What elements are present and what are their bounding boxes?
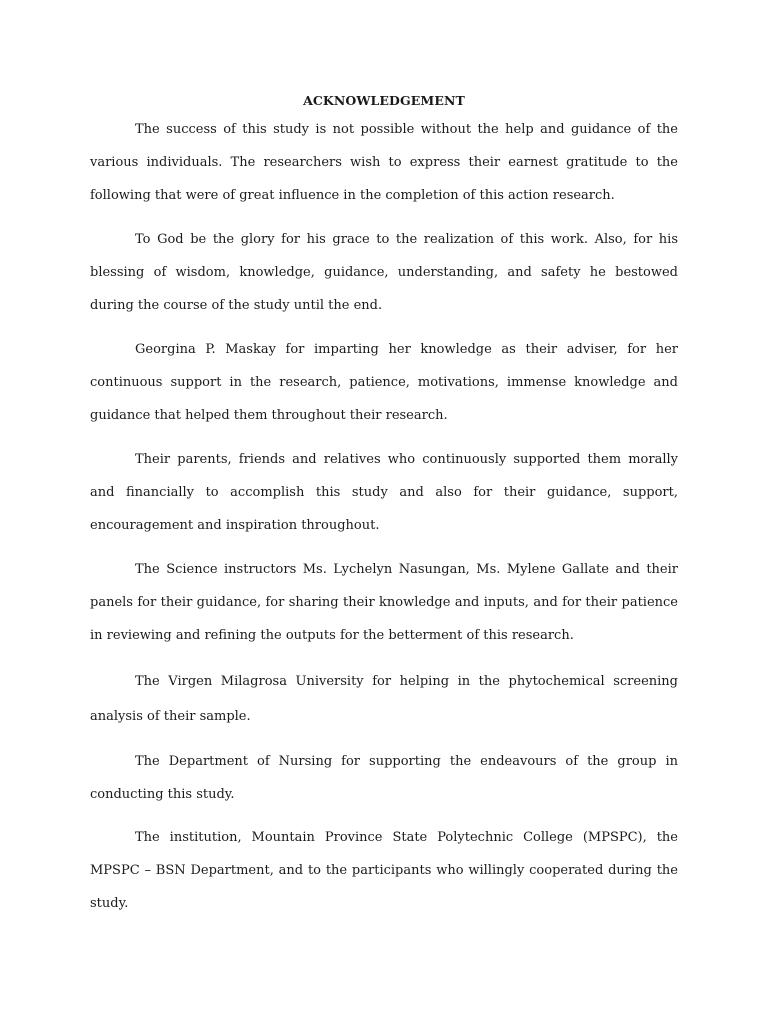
paragraph-university: The Virgen Milagrosa University for helping in the phytochemical screening analysis of their sample. [90,674,678,724]
paragraph-parents: Their parents, friends and relatives who continuously supported them morally and financially to accomplish this study and also for their guidance, support, encouragement and inspiration throughout. [90,452,678,533]
paragraph-institution: The institution, Mountain Province State Polytechnic College (MPSPC), the MPSPC – BSN Department, and to the participants who willingly cooperated during the study. [90,830,678,911]
document-body [90,89,678,920]
paragraph-god: To God be the glory for his grace to the realization of this work. Also, for his blessing of wisdom, knowledge, guidance, understanding, and safety he bestowed during the course of the study until the end. [90,232,678,313]
page-title: ACKNOWLEDGEMENT [303,93,465,108]
paragraph-nursing-department: The Department of Nursing for supporting the endeavours of the group in conducting this study. [90,754,678,802]
paragraph-intro: The success of this study is not possible without the help and guidance of the various individuals. The researchers wish to express their earnest gratitude to the following that were of great influence in the completion of this action research. [90,122,678,203]
paragraph-adviser: Georgina P. Maskay for imparting her knowledge as their adviser, for her continuous support in the research, patience, motivations, immense knowledge and guidance that helped them throughout their research. [90,342,678,423]
paragraph-instructors: The Science instructors Ms. Lychelyn Nasungan, Ms. Mylene Gallate and their panels for their guidance, for sharing their knowledge and inputs, and for their patience in reviewing and refining the outputs for the betterment of this research. [90,562,678,643]
